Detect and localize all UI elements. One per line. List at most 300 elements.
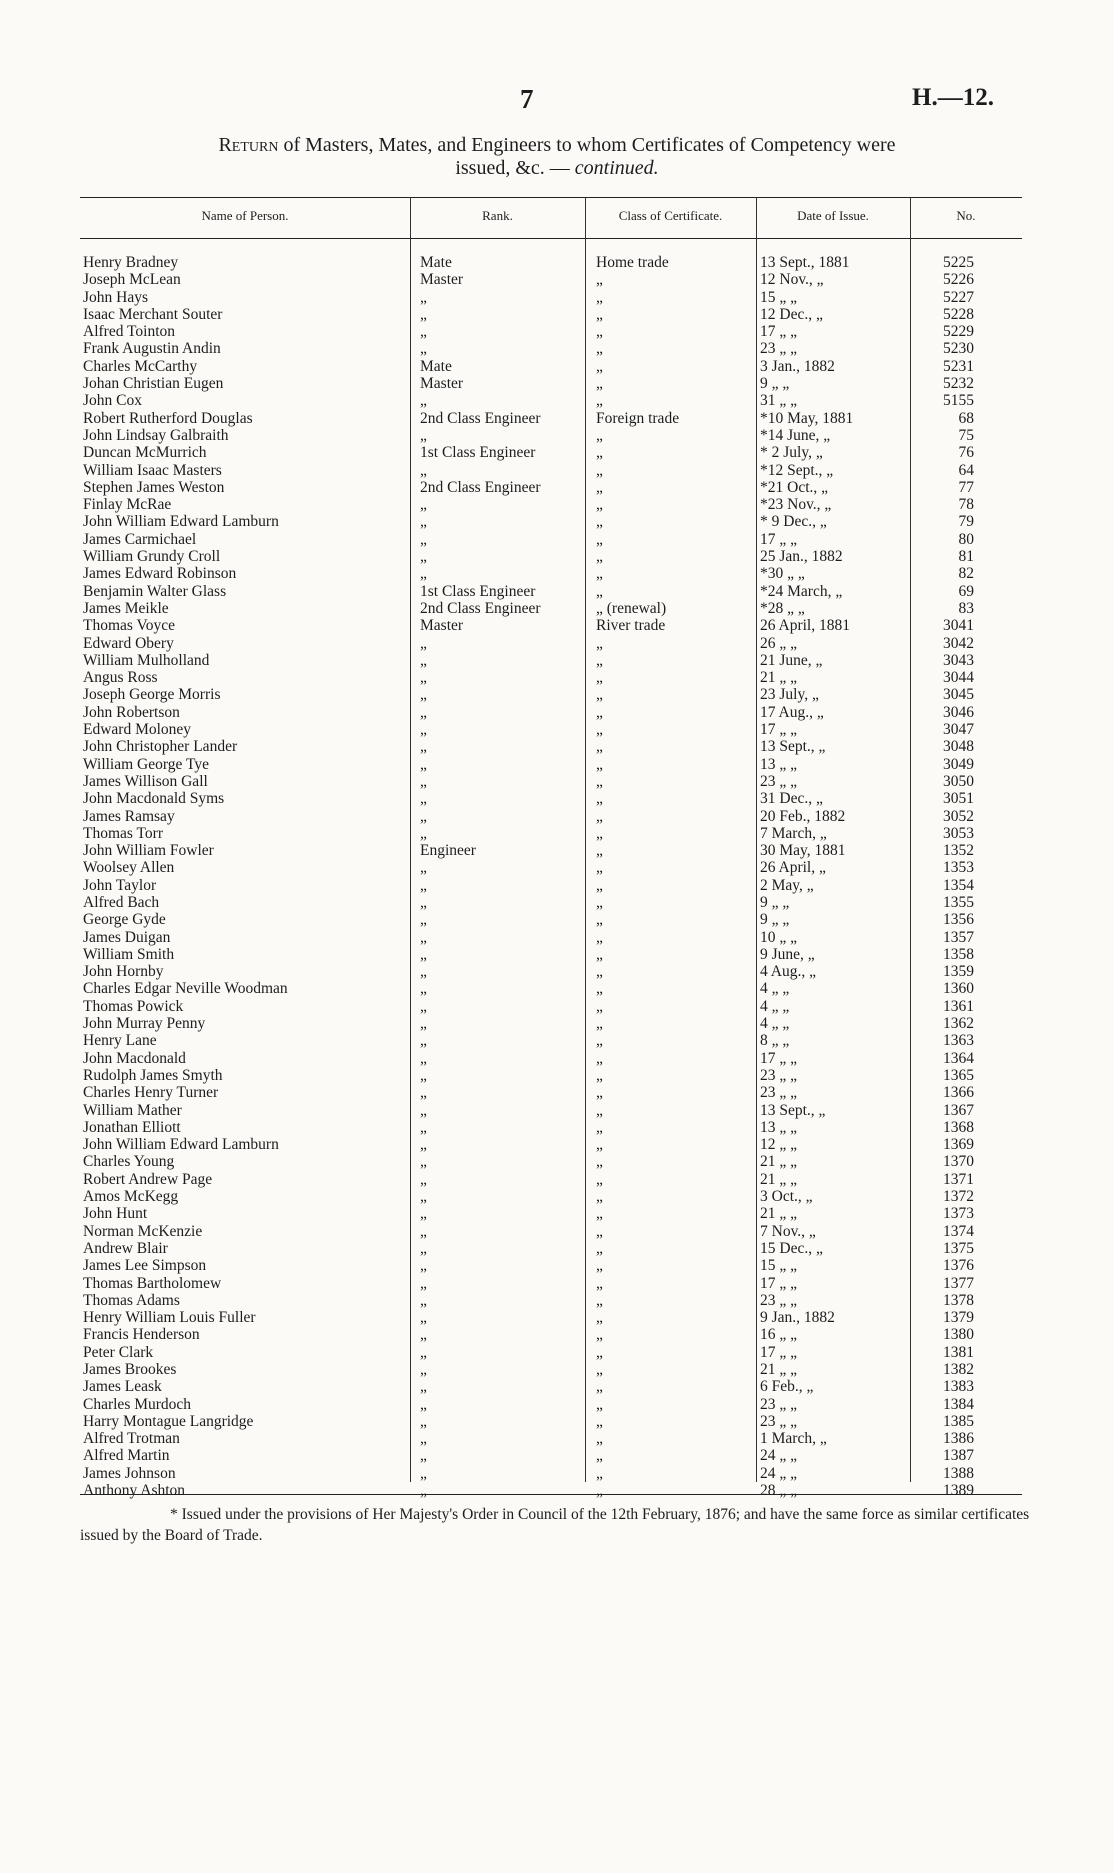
table-row bbox=[0, 963, 1114, 980]
certificate-number: 1354 bbox=[943, 876, 974, 894]
date-of-issue: 17 Aug., „ bbox=[760, 703, 824, 721]
certificate-class: „ bbox=[596, 772, 603, 790]
certificate-number: 3047 bbox=[943, 721, 974, 739]
certificate-class: „ bbox=[596, 1153, 603, 1171]
certificate-number: 5155 bbox=[943, 392, 974, 410]
person-name: Andrew Blair bbox=[83, 1239, 168, 1257]
rank: „ bbox=[420, 1464, 427, 1482]
date-of-issue: 23 „ „ bbox=[760, 1412, 798, 1430]
date-of-issue: 12 Nov., „ bbox=[760, 271, 824, 289]
certificate-number: 1367 bbox=[943, 1101, 974, 1119]
certificate-number: 5229 bbox=[943, 323, 974, 341]
certificate-number: 1377 bbox=[943, 1274, 974, 1292]
rank: „ bbox=[420, 1361, 427, 1378]
rank: „ bbox=[420, 323, 427, 341]
date-of-issue: 6 Feb., „ bbox=[760, 1378, 814, 1396]
certificate-number: 1383 bbox=[943, 1378, 974, 1396]
rank: Mate bbox=[420, 254, 452, 271]
table-row bbox=[0, 1102, 1114, 1119]
certificate-class: „ bbox=[596, 375, 603, 393]
table-row bbox=[0, 1396, 1114, 1413]
rank: „ bbox=[420, 686, 427, 704]
date-of-issue: 9 June, „ bbox=[760, 945, 815, 963]
date-of-issue: 15 „ „ bbox=[760, 1257, 798, 1275]
certificate-class: „ bbox=[596, 1205, 603, 1223]
certificate-number: 1366 bbox=[943, 1084, 974, 1102]
person-name: Stephen James Weston bbox=[83, 478, 225, 496]
person-name: James Ramsay bbox=[83, 807, 175, 825]
certificate-number: 3052 bbox=[943, 807, 974, 825]
certificate-number: 68 bbox=[958, 409, 974, 427]
certificate-number: 1359 bbox=[943, 963, 974, 981]
table-row bbox=[0, 427, 1114, 444]
table-row bbox=[0, 1240, 1114, 1257]
person-name: Finlay McRae bbox=[83, 496, 172, 514]
rank: 1st Class Engineer bbox=[420, 582, 536, 600]
table-row bbox=[0, 254, 1114, 271]
rank: 1st Class Engineer bbox=[420, 444, 536, 462]
person-name: Jonathan Elliott bbox=[83, 1118, 181, 1136]
rank: 2nd Class Engineer bbox=[420, 409, 541, 427]
date-of-issue: 23 „ „ bbox=[760, 1066, 798, 1084]
rank: „ bbox=[420, 721, 427, 739]
person-name: Thomas Adams bbox=[83, 1291, 180, 1309]
rank: Master bbox=[420, 271, 464, 289]
table-row bbox=[0, 1292, 1114, 1309]
person-name: John Macdonald Syms bbox=[83, 790, 225, 808]
certificate-number: 69 bbox=[958, 582, 974, 600]
certificate-number: 1379 bbox=[943, 1309, 974, 1327]
certificate-number: 75 bbox=[958, 426, 974, 444]
person-name: John Taylor bbox=[83, 876, 157, 894]
rank: Master bbox=[420, 375, 464, 393]
date-of-issue: 4 Aug., „ bbox=[760, 963, 816, 981]
person-name: Robert Rutherford Douglas bbox=[83, 409, 253, 427]
person-name: Alfred Trotman bbox=[83, 1430, 180, 1448]
rank: „ bbox=[420, 1430, 427, 1448]
person-name: James Leask bbox=[83, 1378, 162, 1396]
certificate-class: „ bbox=[596, 703, 603, 721]
table-row bbox=[0, 790, 1114, 807]
rank: „ bbox=[420, 1066, 427, 1084]
rank: „ bbox=[420, 893, 427, 911]
person-name: Thomas Torr bbox=[83, 824, 163, 842]
date-of-issue: 23 July, „ bbox=[760, 686, 819, 704]
table-row bbox=[0, 842, 1114, 859]
certificate-class: „ bbox=[596, 928, 603, 946]
date-of-issue: 9 Jan., 1882 bbox=[760, 1309, 835, 1327]
certificate-class: „ bbox=[596, 893, 603, 911]
certificate-number: 1369 bbox=[943, 1136, 974, 1154]
certificate-class: „ bbox=[596, 305, 603, 323]
rank: „ bbox=[420, 911, 427, 929]
rank: „ bbox=[420, 790, 427, 808]
person-name: Johan Christian Eugen bbox=[83, 375, 224, 393]
date-of-issue: 17 „ „ bbox=[760, 530, 798, 548]
date-of-issue: 17 „ „ bbox=[760, 721, 798, 739]
rank: „ bbox=[420, 1101, 427, 1119]
table-row bbox=[0, 929, 1114, 946]
date-of-issue: 23 „ „ bbox=[760, 1395, 798, 1413]
person-name: William Smith bbox=[83, 945, 175, 963]
certificate-class: „ bbox=[596, 755, 603, 773]
date-of-issue: 1 March, „ bbox=[760, 1430, 827, 1448]
certificate-number: 1363 bbox=[943, 1032, 974, 1050]
rank: „ bbox=[420, 1118, 427, 1136]
person-name: John William Edward Lamburn bbox=[83, 513, 279, 531]
table-row bbox=[0, 1067, 1114, 1084]
certificate-class: River trade bbox=[596, 617, 666, 635]
certificate-number: 1373 bbox=[943, 1205, 974, 1223]
date-of-issue: 17 „ „ bbox=[760, 1343, 798, 1361]
date-of-issue: 9 „ „ bbox=[760, 893, 790, 911]
certificate-number: 81 bbox=[958, 548, 974, 566]
table-row bbox=[0, 1223, 1114, 1240]
date-of-issue: 23 „ „ bbox=[760, 340, 798, 358]
rank: „ bbox=[420, 1309, 427, 1327]
certificate-class: „ bbox=[596, 721, 603, 739]
certificate-number: 1385 bbox=[943, 1412, 974, 1430]
certificate-class: „ bbox=[596, 911, 603, 929]
certificate-number: 1378 bbox=[943, 1291, 974, 1309]
table-row bbox=[0, 531, 1114, 548]
certificate-number: 5228 bbox=[943, 305, 974, 323]
table-row bbox=[0, 444, 1114, 461]
certificate-number: 79 bbox=[958, 513, 974, 531]
date-of-issue: 17 „ „ bbox=[760, 1049, 798, 1067]
date-of-issue: 15 Dec., „ bbox=[760, 1239, 823, 1257]
certificate-class: „ bbox=[596, 1188, 603, 1206]
certificate-number: 3043 bbox=[943, 651, 974, 669]
date-of-issue: 26 April, „ bbox=[760, 859, 826, 877]
person-name: Alfred Tointon bbox=[83, 323, 176, 341]
title-lead: Return bbox=[218, 134, 279, 156]
table-row bbox=[0, 1465, 1114, 1482]
column-header-no: No. bbox=[956, 208, 976, 223]
rank: „ bbox=[420, 945, 427, 963]
certificate-class: „ bbox=[596, 859, 603, 877]
person-name: William Mather bbox=[83, 1101, 182, 1119]
date-of-issue: 13 Sept., „ bbox=[760, 738, 826, 756]
table-row bbox=[0, 496, 1114, 513]
date-of-issue: 23 „ „ bbox=[760, 1084, 798, 1102]
rank: „ bbox=[420, 530, 427, 548]
date-of-issue: *30 „ „ bbox=[760, 565, 805, 583]
table-row bbox=[0, 894, 1114, 911]
person-name: Frank Augustin Andin bbox=[83, 340, 221, 358]
certificate-number: 1370 bbox=[943, 1153, 974, 1171]
date-of-issue: 3 Oct., „ bbox=[760, 1188, 813, 1206]
certificate-class: „ bbox=[596, 1032, 603, 1050]
certificate-number: 3050 bbox=[943, 772, 974, 790]
certificate-class: „ bbox=[596, 288, 603, 306]
date-of-issue: 3 Jan., 1882 bbox=[760, 357, 835, 375]
rank: „ bbox=[420, 1257, 427, 1275]
table-row bbox=[0, 289, 1114, 306]
table-top-rule bbox=[80, 197, 1022, 198]
table-row bbox=[0, 859, 1114, 876]
date-of-issue: 17 „ „ bbox=[760, 323, 798, 341]
date-of-issue: 13 Sept., 1881 bbox=[760, 254, 850, 271]
rank: „ bbox=[420, 1274, 427, 1292]
certificate-class: „ bbox=[596, 1084, 603, 1102]
date-of-issue: 2 May, „ bbox=[760, 876, 814, 894]
title-continued: continued. bbox=[574, 157, 659, 179]
person-name: Francis Henderson bbox=[83, 1326, 200, 1344]
table-row bbox=[0, 1447, 1114, 1464]
certificate-class: „ bbox=[596, 1361, 603, 1378]
table-row bbox=[0, 652, 1114, 669]
certificate-class: „ bbox=[596, 444, 603, 462]
table-row bbox=[0, 1275, 1114, 1292]
certificate-class: „ bbox=[596, 1170, 603, 1188]
date-of-issue: 4 „ „ bbox=[760, 980, 790, 998]
person-name: Charles Young bbox=[83, 1153, 175, 1171]
table-row bbox=[0, 1050, 1114, 1067]
date-of-issue: *28 „ „ bbox=[760, 599, 805, 617]
table-row bbox=[0, 1188, 1114, 1205]
rank: „ bbox=[420, 288, 427, 306]
date-of-issue: 21 „ „ bbox=[760, 1205, 798, 1223]
date-of-issue: 9 „ „ bbox=[760, 375, 790, 393]
date-of-issue: 24 „ „ bbox=[760, 1464, 798, 1482]
certificate-number: 83 bbox=[958, 599, 974, 617]
certificate-class: „ bbox=[596, 807, 603, 825]
date-of-issue: 20 Feb., 1882 bbox=[760, 807, 846, 825]
person-name: Henry Lane bbox=[83, 1032, 157, 1050]
certificate-number: 1384 bbox=[943, 1395, 974, 1413]
table-row bbox=[0, 1084, 1114, 1101]
date-of-issue: * 2 July, „ bbox=[760, 444, 823, 462]
date-of-issue: 9 „ „ bbox=[760, 911, 790, 929]
certificate-class: „ bbox=[596, 651, 603, 669]
date-of-issue: 17 „ „ bbox=[760, 1274, 798, 1292]
certificate-class: „ bbox=[596, 513, 603, 531]
table-row bbox=[0, 358, 1114, 375]
table-row bbox=[0, 1032, 1114, 1049]
person-name: Joseph George Morris bbox=[83, 686, 221, 704]
rank: „ bbox=[420, 1153, 427, 1171]
certificate-number: 1381 bbox=[943, 1343, 974, 1361]
column-header-rank: Rank. bbox=[482, 208, 513, 223]
person-name: John Murray Penny bbox=[83, 1015, 206, 1033]
rank: „ bbox=[420, 651, 427, 669]
certificate-number: 3053 bbox=[943, 824, 974, 842]
certificate-class: „ bbox=[596, 1066, 603, 1084]
person-name: Charles Henry Turner bbox=[83, 1084, 219, 1102]
certificates-table-body bbox=[0, 254, 1114, 1499]
date-of-issue: *24 March, „ bbox=[760, 582, 843, 600]
table-row bbox=[0, 998, 1114, 1015]
certificate-class: „ bbox=[596, 824, 603, 842]
rank: „ bbox=[420, 703, 427, 721]
certificate-class: „ bbox=[596, 357, 603, 375]
table-row bbox=[0, 306, 1114, 323]
person-name: Edward Obery bbox=[83, 634, 174, 652]
person-name: Charles Murdoch bbox=[83, 1395, 192, 1413]
rank: „ bbox=[420, 980, 427, 998]
certificate-class: „ bbox=[596, 1412, 603, 1430]
date-of-issue: *23 Nov., „ bbox=[760, 496, 832, 514]
rank: „ bbox=[420, 392, 427, 410]
certificate-class: „ bbox=[596, 634, 603, 652]
rank: „ bbox=[420, 928, 427, 946]
table-row bbox=[0, 877, 1114, 894]
date-of-issue: 15 „ „ bbox=[760, 288, 798, 306]
person-name: Alfred Martin bbox=[83, 1447, 170, 1465]
certificate-number: 1353 bbox=[943, 859, 974, 877]
certificate-class: „ bbox=[596, 1118, 603, 1136]
title-line-1: of Masters, Mates, and Engineers to whom Certificates of Competency were bbox=[278, 134, 896, 156]
column-header-name: Name of Person. bbox=[201, 208, 289, 223]
date-of-issue: 31 „ „ bbox=[760, 392, 798, 410]
table-row bbox=[0, 479, 1114, 496]
person-name: John Lindsay Galbraith bbox=[83, 426, 229, 444]
certificate-class: „ (renewal) bbox=[596, 599, 667, 617]
certificate-number: 1382 bbox=[943, 1361, 974, 1378]
certificate-number: 1376 bbox=[943, 1257, 974, 1275]
person-name: Henry Bradney bbox=[83, 254, 179, 271]
date-of-issue: 12 Dec., „ bbox=[760, 305, 823, 323]
rank: „ bbox=[420, 824, 427, 842]
certificate-class: „ bbox=[596, 997, 603, 1015]
date-of-issue: *21 Oct., „ bbox=[760, 478, 829, 496]
certificate-number: 1361 bbox=[943, 997, 974, 1015]
column-header-class: Class of Certificate. bbox=[618, 208, 723, 223]
certificate-number: 77 bbox=[958, 478, 974, 496]
person-name: Thomas Voyce bbox=[83, 617, 175, 635]
rank: „ bbox=[420, 963, 427, 981]
person-name: John William Edward Lamburn bbox=[83, 1136, 279, 1154]
certificate-class: „ bbox=[596, 461, 603, 479]
person-name: John Robertson bbox=[83, 703, 180, 721]
rank: „ bbox=[420, 1395, 427, 1413]
person-name: Woolsey Allen bbox=[83, 859, 175, 877]
person-name: William Mulholland bbox=[83, 651, 210, 669]
certificate-class: „ bbox=[596, 426, 603, 444]
certificate-number: 5227 bbox=[943, 288, 974, 306]
rank: 2nd Class Engineer bbox=[420, 478, 541, 496]
table-row bbox=[0, 600, 1114, 617]
table-row bbox=[0, 669, 1114, 686]
table-row bbox=[0, 808, 1114, 825]
certificate-class: „ bbox=[596, 1309, 603, 1327]
date-of-issue: *10 May, 1881 bbox=[760, 409, 854, 427]
title-line-2: issued, &c. — bbox=[455, 157, 575, 179]
person-name: Norman McKenzie bbox=[83, 1222, 203, 1240]
certificate-class: „ bbox=[596, 686, 603, 704]
certificate-number: 64 bbox=[958, 461, 974, 479]
table-row bbox=[0, 271, 1114, 288]
rank: „ bbox=[420, 1343, 427, 1361]
certificate-number: 1386 bbox=[943, 1430, 974, 1448]
person-name: Thomas Powick bbox=[83, 997, 184, 1015]
certificate-class: „ bbox=[596, 1274, 603, 1292]
rank: „ bbox=[420, 305, 427, 323]
table-row bbox=[0, 1361, 1114, 1378]
page-number: 7 bbox=[520, 84, 534, 114]
table-row bbox=[0, 1257, 1114, 1274]
rank: „ bbox=[420, 1188, 427, 1206]
person-name: John Hunt bbox=[83, 1205, 148, 1223]
rank: „ bbox=[420, 1084, 427, 1102]
certificate-class: „ bbox=[596, 582, 603, 600]
rank: „ bbox=[420, 426, 427, 444]
table-row bbox=[0, 1136, 1114, 1153]
person-name: Benjamin Walter Glass bbox=[83, 582, 227, 600]
date-of-issue: 21 June, „ bbox=[760, 651, 823, 669]
certificate-number: 5232 bbox=[943, 375, 974, 393]
person-name: Alfred Bach bbox=[83, 893, 160, 911]
certificate-number: 80 bbox=[958, 530, 974, 548]
certificate-class: „ bbox=[596, 1482, 603, 1500]
date-of-issue: 24 „ „ bbox=[760, 1447, 798, 1465]
person-name: Duncan McMurrich bbox=[83, 444, 207, 462]
date-of-issue: 13 Sept., „ bbox=[760, 1101, 826, 1119]
table-row bbox=[0, 340, 1114, 357]
page-title bbox=[90, 134, 1024, 180]
table-row bbox=[0, 825, 1114, 842]
rank: 2nd Class Engineer bbox=[420, 599, 541, 617]
certificate-class: „ bbox=[596, 478, 603, 496]
table-row bbox=[0, 1326, 1114, 1343]
certificate-class: Home trade bbox=[596, 254, 669, 271]
rank: Master bbox=[420, 617, 464, 635]
person-name: James Carmichael bbox=[83, 530, 197, 548]
certificate-number: 1365 bbox=[943, 1066, 974, 1084]
person-name: John Macdonald bbox=[83, 1049, 186, 1067]
date-of-issue: 7 March, „ bbox=[760, 824, 827, 842]
rank: Engineer bbox=[420, 842, 476, 860]
date-of-issue: 30 May, 1881 bbox=[760, 842, 846, 860]
person-name: John William Fowler bbox=[83, 842, 214, 860]
document-reference: H.—12. bbox=[912, 84, 994, 111]
rank: „ bbox=[420, 1378, 427, 1396]
person-name: Anthony Ashton bbox=[83, 1482, 186, 1500]
certificate-number: 3042 bbox=[943, 634, 974, 652]
table-row bbox=[0, 635, 1114, 652]
table-row bbox=[0, 1309, 1114, 1326]
rank: „ bbox=[420, 513, 427, 531]
certificate-number: 3041 bbox=[943, 617, 974, 635]
table-row bbox=[0, 583, 1114, 600]
certificate-class: „ bbox=[596, 1343, 603, 1361]
person-name: Henry William Louis Fuller bbox=[83, 1309, 256, 1327]
certificate-number: 1389 bbox=[943, 1482, 974, 1500]
certificate-class: „ bbox=[596, 669, 603, 687]
person-name: James Meikle bbox=[83, 599, 169, 617]
date-of-issue: 7 Nov., „ bbox=[760, 1222, 816, 1240]
certificate-class: „ bbox=[596, 1326, 603, 1344]
rank: „ bbox=[420, 738, 427, 756]
certificate-class: „ bbox=[596, 565, 603, 583]
date-of-issue: 13 „ „ bbox=[760, 1118, 798, 1136]
certificate-number: 1375 bbox=[943, 1239, 974, 1257]
person-name: James Johnson bbox=[83, 1464, 176, 1482]
rank: „ bbox=[420, 1049, 427, 1067]
certificate-number: 1352 bbox=[943, 842, 974, 860]
person-name: Thomas Bartholomew bbox=[83, 1274, 222, 1292]
certificate-class: „ bbox=[596, 1464, 603, 1482]
certificate-number: 3051 bbox=[943, 790, 974, 808]
date-of-issue: * 9 Dec., „ bbox=[760, 513, 827, 531]
certificate-class: „ bbox=[596, 323, 603, 341]
certificate-number: 1380 bbox=[943, 1326, 974, 1344]
person-name: George Gyde bbox=[83, 911, 166, 929]
rank: „ bbox=[420, 1205, 427, 1223]
person-name: James Edward Robinson bbox=[83, 565, 237, 583]
rank: „ bbox=[420, 859, 427, 877]
